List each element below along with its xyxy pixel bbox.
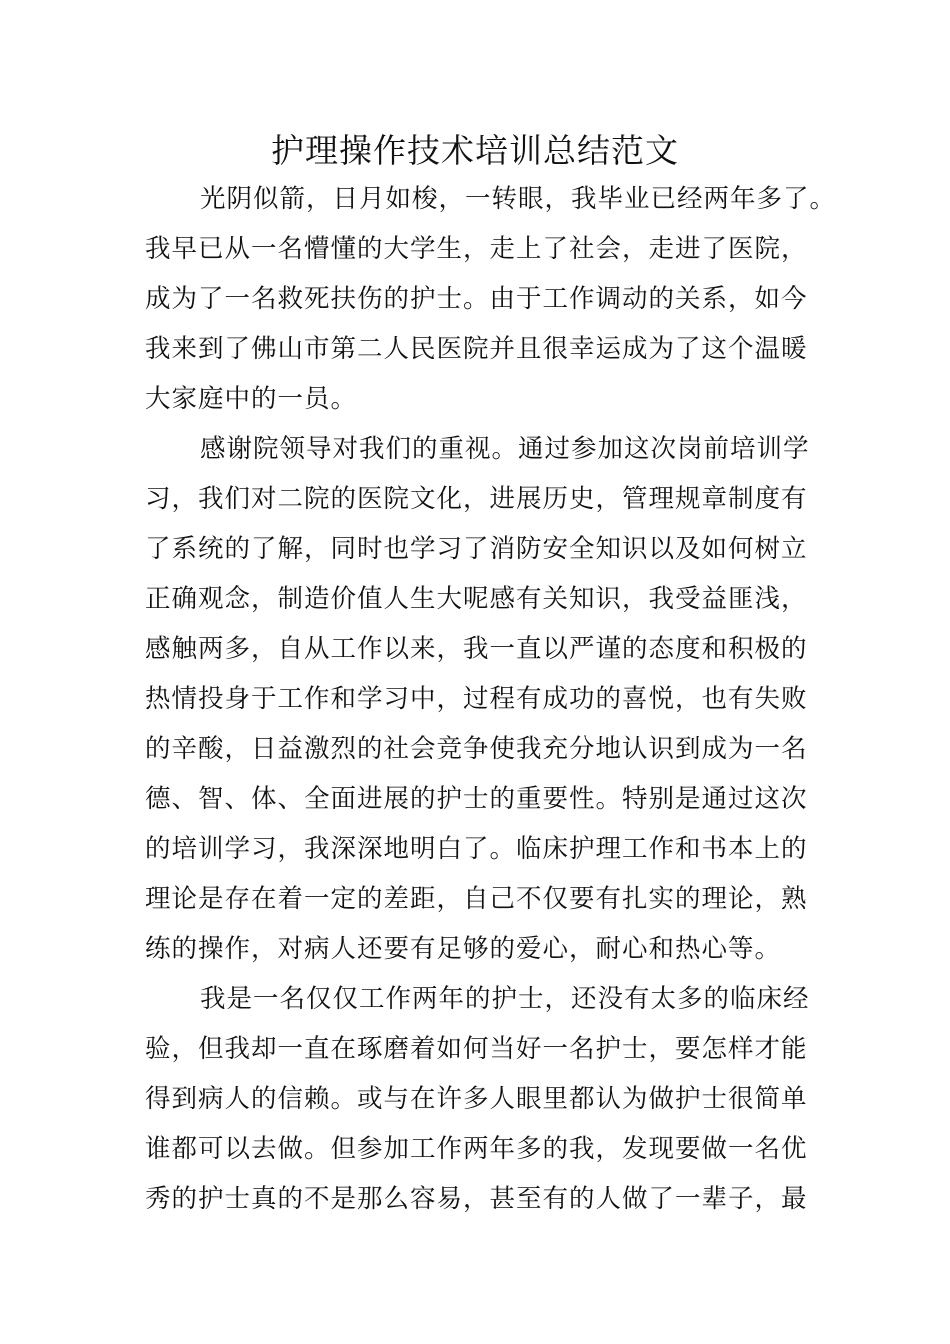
document-title: 护理操作技术培训总结范文: [271, 131, 679, 170]
paragraph-2-line-9: 的培训学习，我深深地明白了。临床护理工作和书本上的: [145, 834, 808, 864]
paragraph-1-line-1: 光阴似箭，日月如梭，一转眼，我毕业已经两年多了。: [200, 184, 837, 214]
paragraph-1-line-2: 我早已从一名懵懂的大学生，走上了社会，走进了医院，: [145, 234, 808, 264]
paragraph-2-line-8: 德、智、体、全面进展的护士的重要性。特别是通过这次: [145, 784, 808, 814]
paragraph-2-line-11: 练的操作，对病人还要有足够的爱心，耐心和热心等。: [145, 934, 782, 964]
paragraph-2-line-10: 理论是存在着一定的差距，自己不仅要有扎实的理论，熟: [145, 884, 808, 914]
paragraph-3-line-1: 我是一名仅仅工作两年的护士，还没有太多的临床经: [200, 984, 810, 1014]
paragraph-1-line-3: 成为了一名救死扶伤的护士。由于工作调动的关系，如今: [145, 284, 808, 314]
paragraph-3-line-3: 得到病人的信赖。或与在许多人眼里都认为做护士很简单: [145, 1084, 808, 1114]
paragraph-3-line-4: 谁都可以去做。但参加工作两年多的我，发现要做一名优: [145, 1134, 808, 1164]
paragraph-2-line-3: 了系统的了解，同时也学习了消防安全知识以及如何树立: [145, 534, 808, 564]
paragraph-2-line-2: 习，我们对二院的医院文化，进展历史，管理规章制度有: [145, 484, 808, 514]
paragraph-2-line-1: 感谢院领导对我们的重视。通过参加这次岗前培训学: [200, 434, 810, 464]
paragraph-3-line-5: 秀的护士真的不是那么容易，甚至有的人做了一辈子，最: [145, 1184, 808, 1214]
paragraph-2-line-6: 热情投身于工作和学习中，过程有成功的喜悦，也有失败: [145, 684, 808, 714]
paragraph-2-line-4: 正确观念，制造价值人生大呢感有关知识，我受益匪浅，: [145, 584, 808, 614]
paragraph-2-line-7: 的辛酸，日益激烈的社会竞争使我充分地认识到成为一名: [145, 734, 808, 764]
paragraph-1-line-4: 我来到了佛山市第二人民医院并且很幸运成为了这个温暖: [145, 334, 808, 364]
paragraph-1-line-5: 大家庭中的一员。: [145, 384, 358, 414]
paragraph-2-line-5: 感触两多，自从工作以来，我一直以严谨的态度和积极的: [145, 634, 808, 664]
paragraph-3-line-2: 验，但我却一直在琢磨着如何当好一名护士，要怎样才能: [145, 1034, 808, 1064]
